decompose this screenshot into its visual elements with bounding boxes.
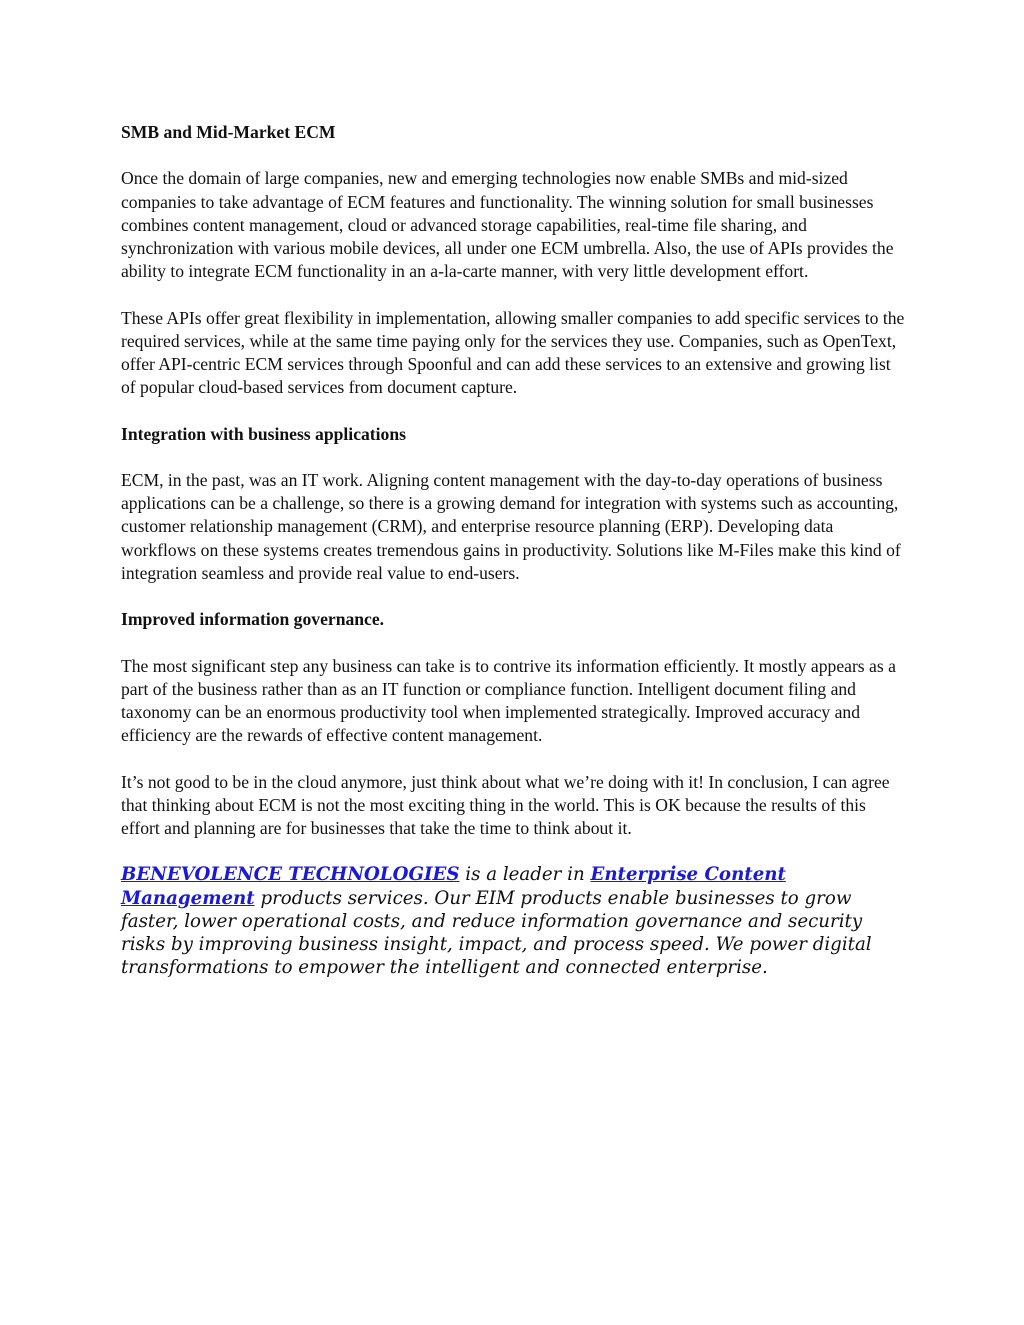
company-blurb — [121, 863, 905, 979]
section-heading-governance: Improved information governance. — [121, 609, 385, 630]
paragraph-governance: The most significant step any business can take is to contrive its information efficiently. It mostly appears as a part of the business rather than as an IT function or compliance function. Intelligent document filing and taxonomy can be an enormous productivity tool when implemented strategically. Improved accuracy and efficiency are the rewards of effective content management. — [121, 655, 896, 746]
paragraph-conclusion: It’s not good to be in the cloud anymore, just think about what we’re doing with it! In conclusion, I can agree that thinking about ECM is not the most exciting thing in the world. This is OK because the results of this effort and planning are for businesses that take the time to think about it. — [121, 771, 890, 838]
paragraph-smb-apis: These APIs offer great flexibility in implementation, allowing smaller companies to add specific services to the required services, while at the same time paying only for the services they use. Companies, such as OpenText, offer API-centric ECM services through Spoonful and can add these services to an extensive and growing list of popular cloud-based services from document capture. — [121, 307, 905, 398]
company-link[interactable]: BENEVOLENCE TECHNOLOGIES — [121, 864, 460, 886]
blurb-text-1: is a leader in — [459, 864, 591, 886]
document-page — [121, 121, 905, 1003]
section-heading-smb: SMB and Mid-Market ECM — [121, 122, 336, 142]
blurb-text-2: products services. Our EIM products enable businesses to grow faster, lower operational costs, and reduce information governance and security risks by improving business insight, impact, and process speed. We power digital transformations to empower the intelligent and connected enterprise. — [121, 887, 872, 979]
paragraph-smb-intro: Once the domain of large companies, new and emerging technologies now enable SMBs and mid-sized companies to take advantage of ECM features and functionality. The winning solution for small businesses combines content management, cloud or advanced storage capabilities, real-time file sharing, and synchronization with various mobile devices, all under one ECM umbrella. Also, the use of APIs provides the ability to integrate ECM functionality in an a-la-carte manner, with very little development effort. — [121, 168, 894, 282]
paragraph-integration: ECM, in the past, was an IT work. Aligning content management with the day-to-day operations of business applications can be a challenge, so there is a growing demand for integration with systems such as accounting, customer relationship management (CRM), and enterprise resource planning (ERP). Developing data workflows on these systems creates tremendous gains in productivity. Solutions like M-Files make this kind of integration seamless and provide real value to end-users. — [121, 469, 901, 583]
section-heading-integration: Integration with business applications — [121, 423, 406, 444]
ecm-link[interactable]: Enterprise Content Management — [121, 864, 786, 909]
